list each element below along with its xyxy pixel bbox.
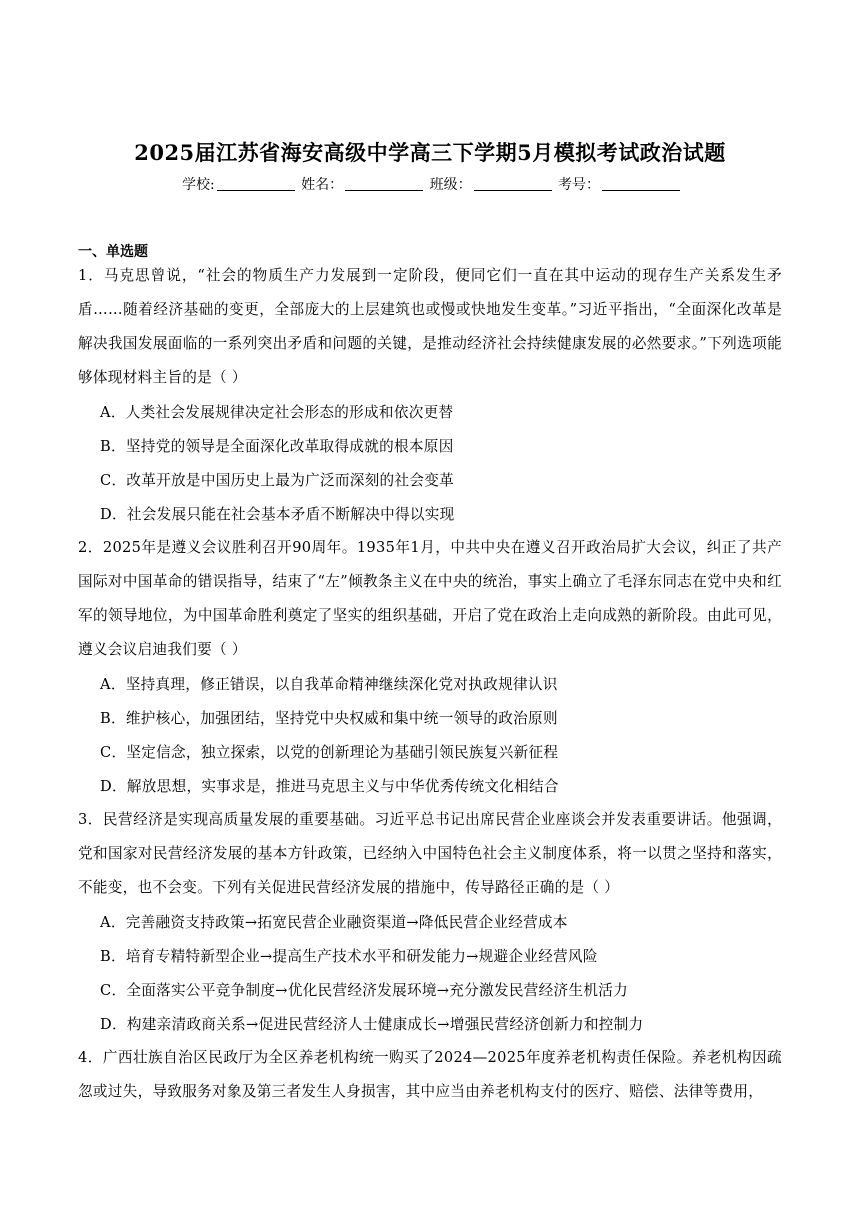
question-1-option-a: A．人类社会发展规律决定社会形态的形成和依次更替: [100, 404, 454, 421]
student-info-line: [0, 174, 860, 194]
question-3-option-a: A．完善融资支持政策→拓宽民营企业融资渠道→降低民营企业经营成本: [100, 914, 568, 931]
class-field-label: 班级：: [429, 177, 472, 193]
class-blank[interactable]: [474, 176, 552, 191]
question-1-stem: 1．马克思曾说，“社会的物质生产力发展到一定阶段，便同它们一直在其中运动的现存生产关系发生矛盾……随着经济基础的变更，全部庞大的上层建筑也或慢或快地发生变革。”习近平指出，“全面深化改革是解决我国发展面临的一系列突出矛盾和问题的关键，是推动经济社会持续健康发展的必然要求。”下列选项能够体现材料主旨的是（ ）: [78, 267, 782, 386]
question-1-option-d: D．社会发展只能在社会基本矛盾不断解决中得以实现: [100, 506, 455, 523]
question-2-option-d: D．解放思想，实事求是，推进马克思主义与中华优秀传统文化相结合: [100, 778, 559, 795]
question-4-stem: 4．广西壮族自治区民政厅为全区养老机构统一购买了2024—2025年度养老机构责任保险。养老机构因疏忽或过失，导致服务对象及第三者发生人身损害，其中应当由养老机构支付的医疗、赔偿、法律等费用，: [78, 1049, 782, 1100]
name-field-label: 姓名：: [301, 177, 344, 193]
question-2-option-a: A．坚持真理，修正错误，以自我革命精神继续深化党对执政规律认识: [100, 676, 558, 693]
school-field-label: 学校:: [181, 177, 215, 193]
question-2-option-c: C．坚定信念，独立探索，以党的创新理论为基础引领民族复兴新征程: [100, 744, 559, 761]
question-1-option-b: B．坚持党的领导是全面深化改革取得成就的根本原因: [100, 438, 454, 455]
exam-number-field-label: 考号：: [558, 177, 601, 193]
question-2-option-b: B．维护核心，加强团结，坚持党中央权威和集中统一领导的政治原则: [100, 710, 558, 727]
exam-number-blank[interactable]: [602, 176, 680, 191]
question-3-option-b: B．培育专精特新型企业→提高生产技术水平和研发能力→规避企业经营风险: [100, 948, 598, 965]
question-1-option-c: C．改革开放是中国历史上最为广泛而深刻的社会变革: [100, 472, 455, 489]
question-3-option-d: D．构建亲清政商关系→促进民营经济人士健康成长→增强民营经济创新力和控制力: [100, 1016, 644, 1033]
question-3-stem: 3．民营经济是实现高质量发展的重要基础。习近平总书记出席民营企业座谈会并发表重要讲话。他强调，党和国家对民营经济发展的基本方针政策，已经纳入中国特色社会主义制度体系，将一以贯之坚持和落实，不能变，也不会变。下列有关促进民营经济发展的措施中，传导路径正确的是（ ）: [78, 811, 782, 896]
question-3-option-c: C．全面落实公平竞争制度→优化民营经济发展环境→充分激发民营经济生机活力: [100, 982, 629, 999]
name-blank[interactable]: [345, 176, 423, 191]
question-2-stem: 2．2025年是遵义会议胜利召开90周年。1935年1月，中共中央在遵义召开政治局扩大会议，纠正了共产国际对中国革命的错误指导，结束了“左”倾教条主义在中央的统治，事实上确立了毛泽东同志在党中央和红军的领导地位，为中国革命胜利奠定了坚实的组织基础，开启了党在政治上走向成熟的新阶段。由此可见，遵义会议启迪我们要（ ）: [78, 539, 782, 658]
page-title: 2025届江苏省海安高级中学高三下学期5月模拟考试政治试题: [134, 140, 726, 165]
school-blank[interactable]: [217, 176, 295, 191]
section-title: 一、单选题: [78, 244, 148, 260]
